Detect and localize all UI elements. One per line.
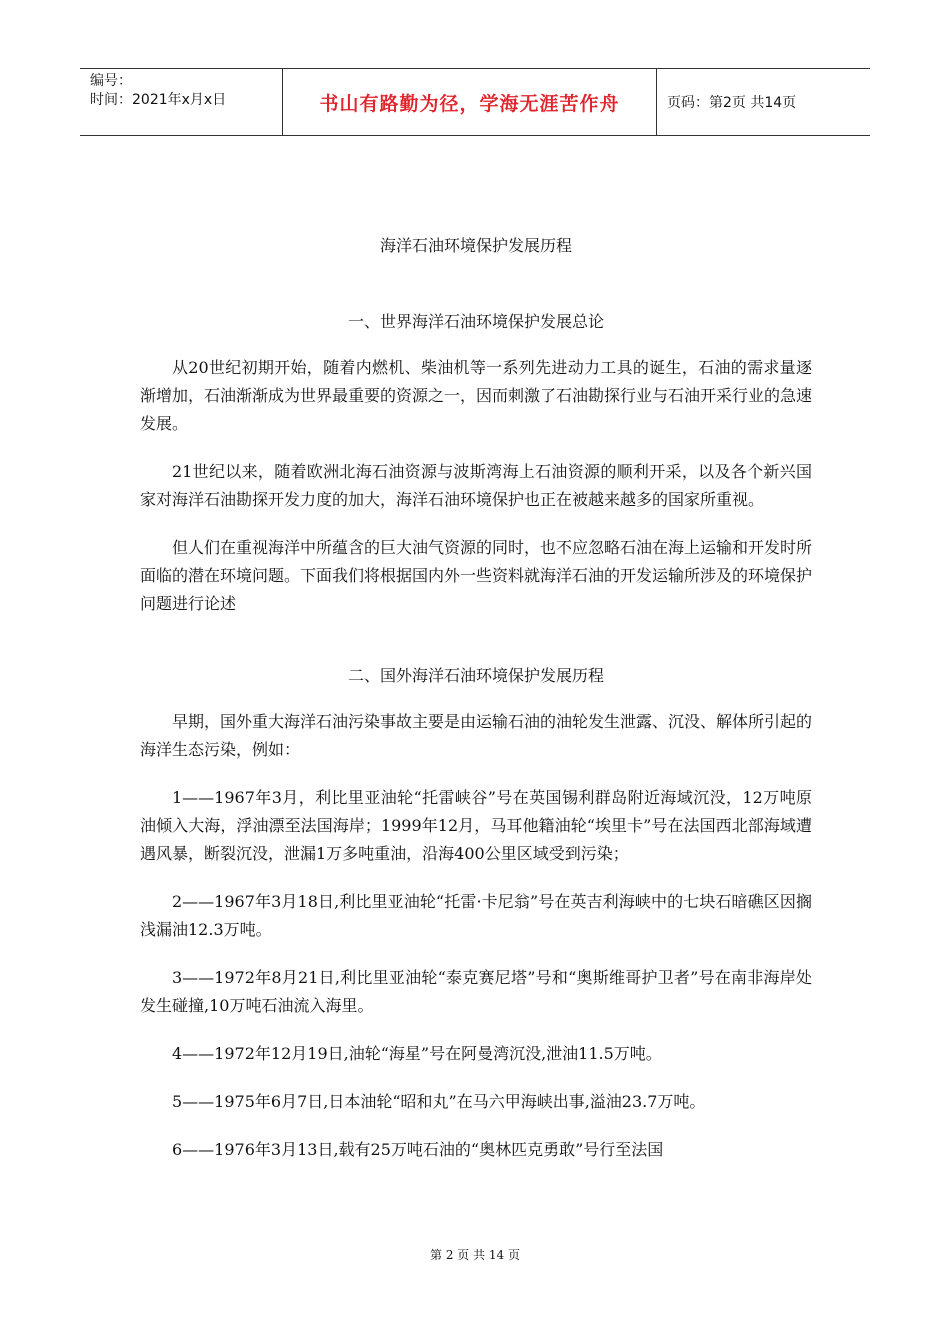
list-item: 1——1967年3月，利比里亚油轮“托雷峡谷”号在英国锡利群岛附近海域沉没，12万吨原油倾入大海，浮油漂至法国海岸；1999年12月，马耳他籍油轮“埃里卡”号在法国西北部海域遭遇风暴，断裂沉没，泄漏1万多吨重油，沿海400公里区域受到污染； — [140, 788, 812, 863]
list-item: 5——1975年6月7日,日本油轮“昭和丸”在马六甲海峡出事,溢油23.7万吨。 — [172, 1092, 706, 1111]
page-header — [80, 68, 870, 136]
list-item: 6——1976年3月13日,载有25万吨石油的“奥林匹克勇敢”号行至法国 — [172, 1140, 664, 1159]
list-item: 3——1972年8月21日,利比里亚油轮“泰克赛尼塔”号和“奥斯维哥护卫者”号在南非海岸处发生碰撞,10万吨石油流入海里。 — [140, 968, 812, 1015]
header-page-info: 页码：第2页 共14页 — [667, 95, 797, 111]
time-label: 时间：2021年x月x日 — [90, 92, 227, 108]
paragraph: 从20世纪初期开始，随着内燃机、柴油机等一系列先进动力工具的诞生，石油的需求量逐渐增加，石油渐渐成为世界最重要的资源之一，因而刺激了石油勘探行业与石油开采行业的急速发展。 — [140, 358, 813, 433]
document-body — [140, 232, 812, 1184]
header-motto: 书山有路勤为径，学海无涯苦作舟 — [282, 69, 657, 135]
paragraph: 早期，国外重大海洋石油污染事故主要是由运输石油的油轮发生泄露、沉没、解体所引起的海洋生态污染，例如： — [140, 712, 813, 759]
header-meta — [80, 69, 282, 135]
page-footer: 第 2 页 共 14 页 — [430, 1248, 520, 1262]
section-heading-2: 二、国外海洋石油环境保护发展历程 — [347, 666, 604, 685]
list-item: 4——1972年12月19日,油轮“海星”号在阿曼湾沉没,泄油11.5万吨。 — [172, 1044, 662, 1063]
paragraph: 21世纪以来，随着欧洲北海石油资源与波斯湾海上石油资源的顺利开采，以及各个新兴国家对海洋石油勘探开发力度的加大，海洋石油环境保护也正在被越来越多的国家所重视。 — [140, 462, 812, 509]
list-item: 2——1967年3月18日,利比里亚油轮“托雷·卡尼翁”号在英吉利海峡中的七块石暗礁区因搁浅漏油12.3万吨。 — [140, 892, 812, 939]
section-heading-1: 一、世界海洋石油环境保护发展总论 — [347, 312, 604, 331]
paragraph: 但人们在重视海洋中所蕴含的巨大油气资源的同时，也不应忽略石油在海上运输和开发时所面临的潜在环境问题。下面我们将根据国内外一些资料就海洋石油的开发运输所涉及的环境保护问题进行论述 — [140, 538, 813, 613]
document-title: 海洋石油环境保护发展历程 — [379, 236, 572, 255]
code-label: 编号： — [90, 73, 132, 89]
